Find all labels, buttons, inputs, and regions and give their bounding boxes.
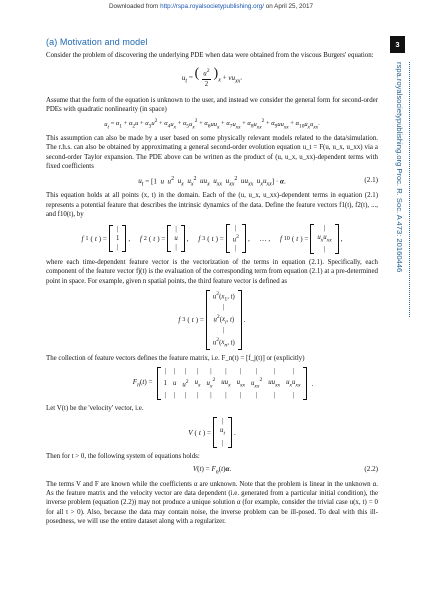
- paragraph-6: The collection of feature vectors defines the feature matrix, i.e. F_n(t) = [f_j(t)] or (explicitly): [46, 354, 305, 362]
- paragraph-5: where each time-dependent feature vector is the vectorization of the terms in equation (2.1). Specifically, each component of the feature vector fj(t) is the evaluation of the corresponding term from equation (2.1) at a pre-determined point in space. For example, given n spatial points, the third feature vector is defined as: [46, 258, 378, 285]
- paragraph-2: Assume that the form of the equation is unknown to the user, and instead we consider the general form for second-order PDEs with quadratic nonlinearity (in space): [46, 96, 378, 114]
- journal-link[interactable]: http://rspa.royalsocietypublishing.org/: [160, 3, 265, 10]
- equation-2-1-number: (2.1): [364, 175, 378, 184]
- paragraph-8: Then for t > 0, the following system of equations holds:: [46, 452, 200, 460]
- dotted-margin-rule: [409, 62, 410, 317]
- paragraph-3: This assumption can also be made by a user based on some physically relevant models related to the data/simulation. The r.h.s. can also be obtained by approximating a general second-order evolution equation u_t = F(u, u_x, u_xx) via a second-order Taylor expansion. The PDE above can be written as the product of (u, u_x, u_xx)-dependent terms with fixed coefficients: [46, 134, 378, 171]
- equation-2-2-number: (2.2): [364, 465, 378, 474]
- page-body: [46, 37, 378, 527]
- side-citation: [392, 62, 404, 277]
- feature-vector-3: f 3 ( t ) = $u^2(x_1$, t) | $u^2(x_i$, t) | $u^2(x_n$, t) .: [178, 291, 246, 349]
- paragraph-4: This equation holds at all points (x, t) in the domain. Each of the (u, u_x, u_xx)-dependent terms in equation (2.1) represents a potential feature that describes the intrinsic dynamics of the data. Define the feature vectors f1(t), f2(t), ..., and f10(t), by: [46, 192, 378, 219]
- feature-vectors: f 1 ( t ) = | 1 | , f 2 ( t ) = | u | , f 3 ( t ) = | $u^2$ | , … , f 10 ( t ) = | $u_xu_{xx}$ | ,: [81, 224, 343, 253]
- paragraph-1: Consider the problem of discovering the underlying PDE when data were obtained from the viscous Burgers' equation:: [46, 52, 374, 59]
- section-title: (a) Motivation and model: [46, 37, 148, 47]
- general-pde-equation: $u_t = \alpha_1 + \alpha_2u + \alpha_3u^2 + \alpha_4u_x + \alpha_5u_x^2 + \alpha_6uu_x + \alpha_7u_{xx} + \alpha_8u_{xx}^2 + \alpha_9uu_{xx} + \alpha_{10}u_xu_{xx}$.: [104, 118, 320, 130]
- feature-matrix: $F_n(t)$ = | 1 | | u | | $u^2$ | | $u_x$ | | $u_x^2$ | | $uu_x$ | | $u_{xx}$ | | $u_{xx}^2$ | | $uu_{xx}$ | | $u_xu_{xx}$ | .: [132, 368, 314, 399]
- equation-2-1: $u_t = [1$ u $u^2$ $u_x$ $u_x^2$ $uu_x$ $u_{xx}$ $u_{xx}^2$ $uu_{xx}$ $u_xu_{xx}] \cdot \alpha$. (2.1): [138, 175, 378, 188]
- download-header: Downloaded from http://rspa.royalsocietypublishing.org/ on April 25, 2017: [108, 3, 314, 10]
- paragraph-7: Let V(t) be the 'velocity' vector, i.e.: [46, 405, 144, 412]
- side-citation-text: rspa.royalsocietypublishing.org Proc. R. Soc. A 473: 20160446: [395, 62, 404, 273]
- page-number: 3: [390, 36, 405, 53]
- burgers-equation: $u_t$ = ( $u^2$ 2 ) $_x + \nu u_{xx}$.: [181, 66, 243, 88]
- paragraph-9: The terms V and F are known while the coefficients α are unknown. Note that the problem is linear in the unknown α. As the feature matrix and the velocity vector are data dependent (i.e. generated from a particular initial condition), the inverse problem (equation (2.2)) may not produce a unique solution α (for example, consider the trivial case u(x, t) = 0 for all t > 0). Also, because the data may contain noise, the inverse problem can be ill-posed. To deal with this ill-posedness, we will use the entire dataset along with a regularizer.: [46, 480, 378, 526]
- velocity-vector: V ( t ) = | $u_t$ | .: [188, 418, 236, 447]
- equation-2-2: $V(t) = F_n(t)\alpha$. (2.2): [192, 465, 378, 476]
